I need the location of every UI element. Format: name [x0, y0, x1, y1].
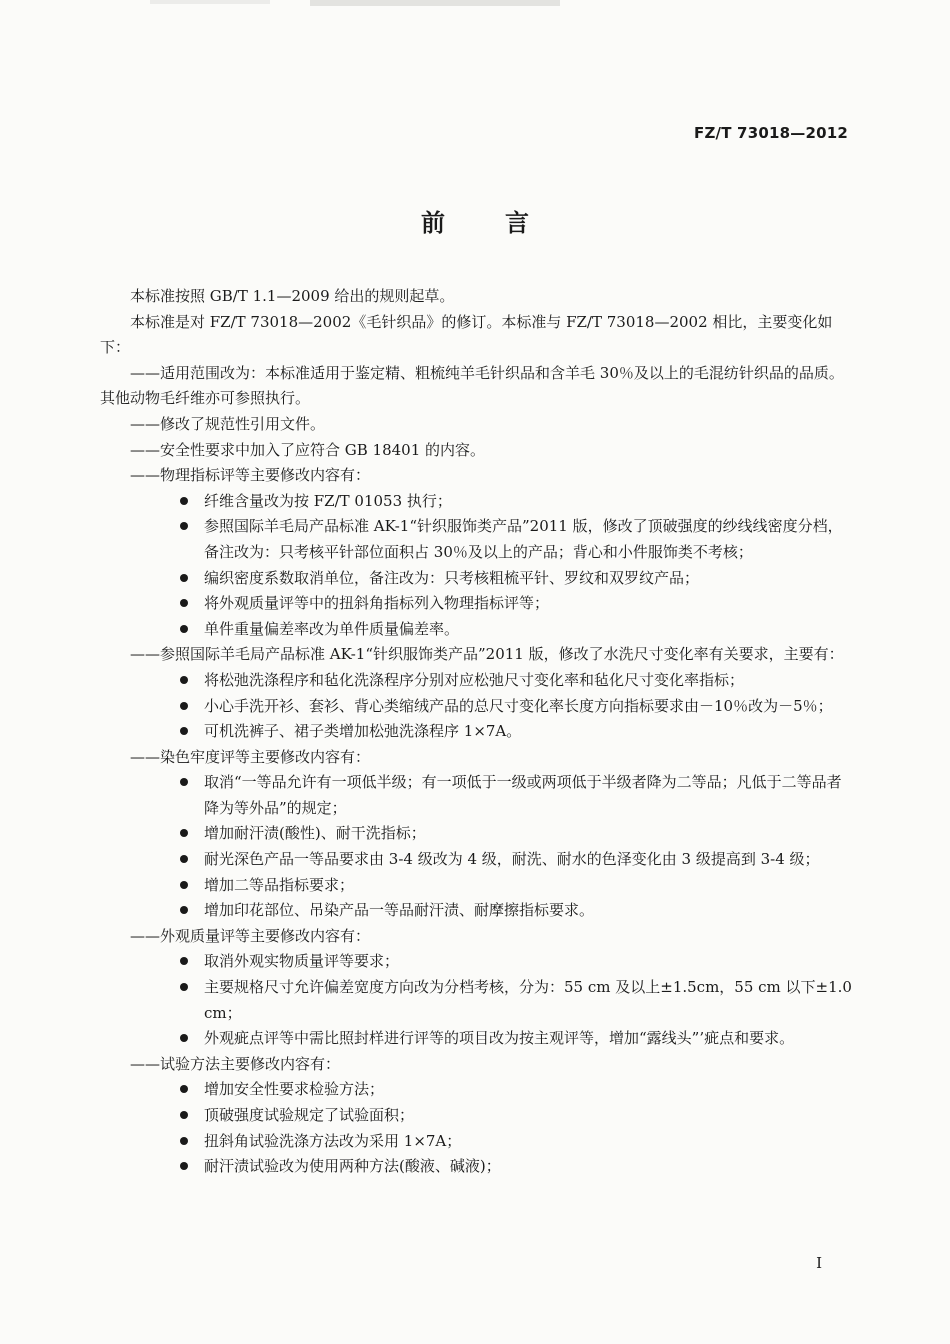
standard-number: FZ/T 73018—2012 — [694, 124, 848, 142]
bullet-icon — [180, 522, 188, 530]
bullet-item: 增加印花部位、吊染产品一等品耐汗渍、耐摩擦指标要求。 — [100, 898, 852, 924]
document-body — [100, 284, 852, 1180]
bullet-item: 单件重量偏差率改为单件质量偏差率。 — [100, 617, 852, 643]
page-title: 前言 — [421, 209, 589, 237]
bullet-icon — [180, 1111, 188, 1119]
bullet-icon — [180, 625, 188, 633]
bullet-item: 编织密度系数取消单位，备注改为：只考核粗梳平针、罗纹和双罗纹产品； — [100, 566, 852, 592]
bullet-item: 纤维含量改为按 FZ/T 01053 执行； — [100, 489, 852, 515]
bullet-item: 顶破强度试验规定了试验面积； — [100, 1103, 852, 1129]
change-item: ——修改了规范性引用文件。 — [130, 414, 326, 433]
bullet-item: 小心手洗开衫、套衫、背心类缩绒产品的总尺寸变化率长度方向指标要求由－10％改为－5％； — [100, 694, 852, 720]
bullet-item: 可机洗裤子、裙子类增加松弛洗涤程序 1×7A。 — [100, 719, 852, 745]
bullet-item: 增加安全性要求检验方法； — [100, 1077, 852, 1103]
bullet-icon — [180, 855, 188, 863]
bullet-icon — [180, 1034, 188, 1042]
bullet-icon — [180, 881, 188, 889]
bullet-icon — [180, 778, 188, 786]
paragraph: 本标准按照 GB/T 1.1—2009 给出的规则起草。 — [130, 287, 455, 305]
bullet-icon — [180, 702, 188, 710]
paragraph: 本标准是对 FZ/T 73018—2002《毛针织品》的修订。本标准与 FZ/T 73018—2002 相比，主要变化如下： — [100, 312, 833, 357]
bullet-item: 外观疵点评等中需比照封样进行评等的项目改为按主观评等，增加“露线头”’疵点和要求。 — [100, 1026, 852, 1052]
bullet-item: 增加耐汗渍(酸性)、耐干洗指标； — [100, 821, 852, 847]
bullet-icon — [180, 983, 188, 991]
bullet-item: 耐汗渍试验改为使用两种方法(酸液、碱液)； — [100, 1154, 852, 1180]
change-item: ——参照国际羊毛局产品标准 AK-1“针织服饰类产品”2011 版，修改了水洗尺寸变化率有关要求，主要有： — [130, 645, 844, 664]
bullet-item: 参照国际羊毛局产品标准 AK-1“针织服饰类产品”2011 版，修改了顶破强度的纱线线密度分档，备注改为：只考核平针部位面积占 30％及以上的产品；背心和小件服饰类不考核； — [100, 514, 852, 565]
scan-artifact — [310, 0, 560, 6]
bullet-item: 耐光深色产品一等品要求由 3-4 级改为 4 级，耐洗、耐水的色泽变化由 3 级提高到 3-4 级； — [100, 847, 852, 873]
change-item: ——物理指标评等主要修改内容有： — [130, 466, 371, 485]
change-item: ——安全性要求中加入了应符合 GB 18401 的内容。 — [130, 440, 486, 459]
change-item: ——试验方法主要修改内容有： — [130, 1054, 341, 1073]
bullet-icon — [180, 676, 188, 684]
bullet-item: 取消外观实物质量评等要求； — [100, 949, 852, 975]
bullet-icon — [180, 497, 188, 505]
bullet-icon — [180, 574, 188, 582]
bullet-icon — [180, 829, 188, 837]
change-item: ——染色牢度评等主要修改内容有： — [130, 747, 371, 766]
bullet-item: 增加二等品指标要求； — [100, 873, 852, 899]
bullet-icon — [180, 957, 188, 965]
bullet-icon — [180, 1137, 188, 1145]
bullet-item: 将外观质量评等中的扭斜角指标列入物理指标评等； — [100, 591, 852, 617]
bullet-item: 主要规格尺寸允许偏差宽度方向改为分档考核，分为：55 cm 及以上±1.5cm，55 cm 以下±1.0 cm； — [100, 975, 852, 1026]
scan-artifact — [150, 0, 270, 4]
bullet-item: 扭斜角试验洗涤方法改为采用 1×7A； — [100, 1129, 852, 1155]
bullet-icon — [180, 906, 188, 914]
bullet-item: 取消“一等品允许有一项低半级；有一项低于一级或两项低于半级者降为二等品；凡低于二等品者降为等外品”的规定； — [100, 770, 852, 821]
bullet-icon — [180, 1085, 188, 1093]
bullet-icon — [180, 727, 188, 735]
bullet-icon — [180, 1162, 188, 1170]
bullet-icon — [180, 599, 188, 607]
change-item: ——适用范围改为：本标准适用于鉴定精、粗梳纯羊毛针织品和含羊毛 30％及以上的毛混纺针织品的品质。其他动物毛纤维亦可参照执行。 — [100, 363, 844, 408]
page-number: I — [816, 1254, 822, 1272]
change-item: ——外观质量评等主要修改内容有： — [130, 926, 371, 945]
bullet-item: 将松弛洗涤程序和毡化洗涤程序分别对应松弛尺寸变化率和毡化尺寸变化率指标； — [100, 668, 852, 694]
